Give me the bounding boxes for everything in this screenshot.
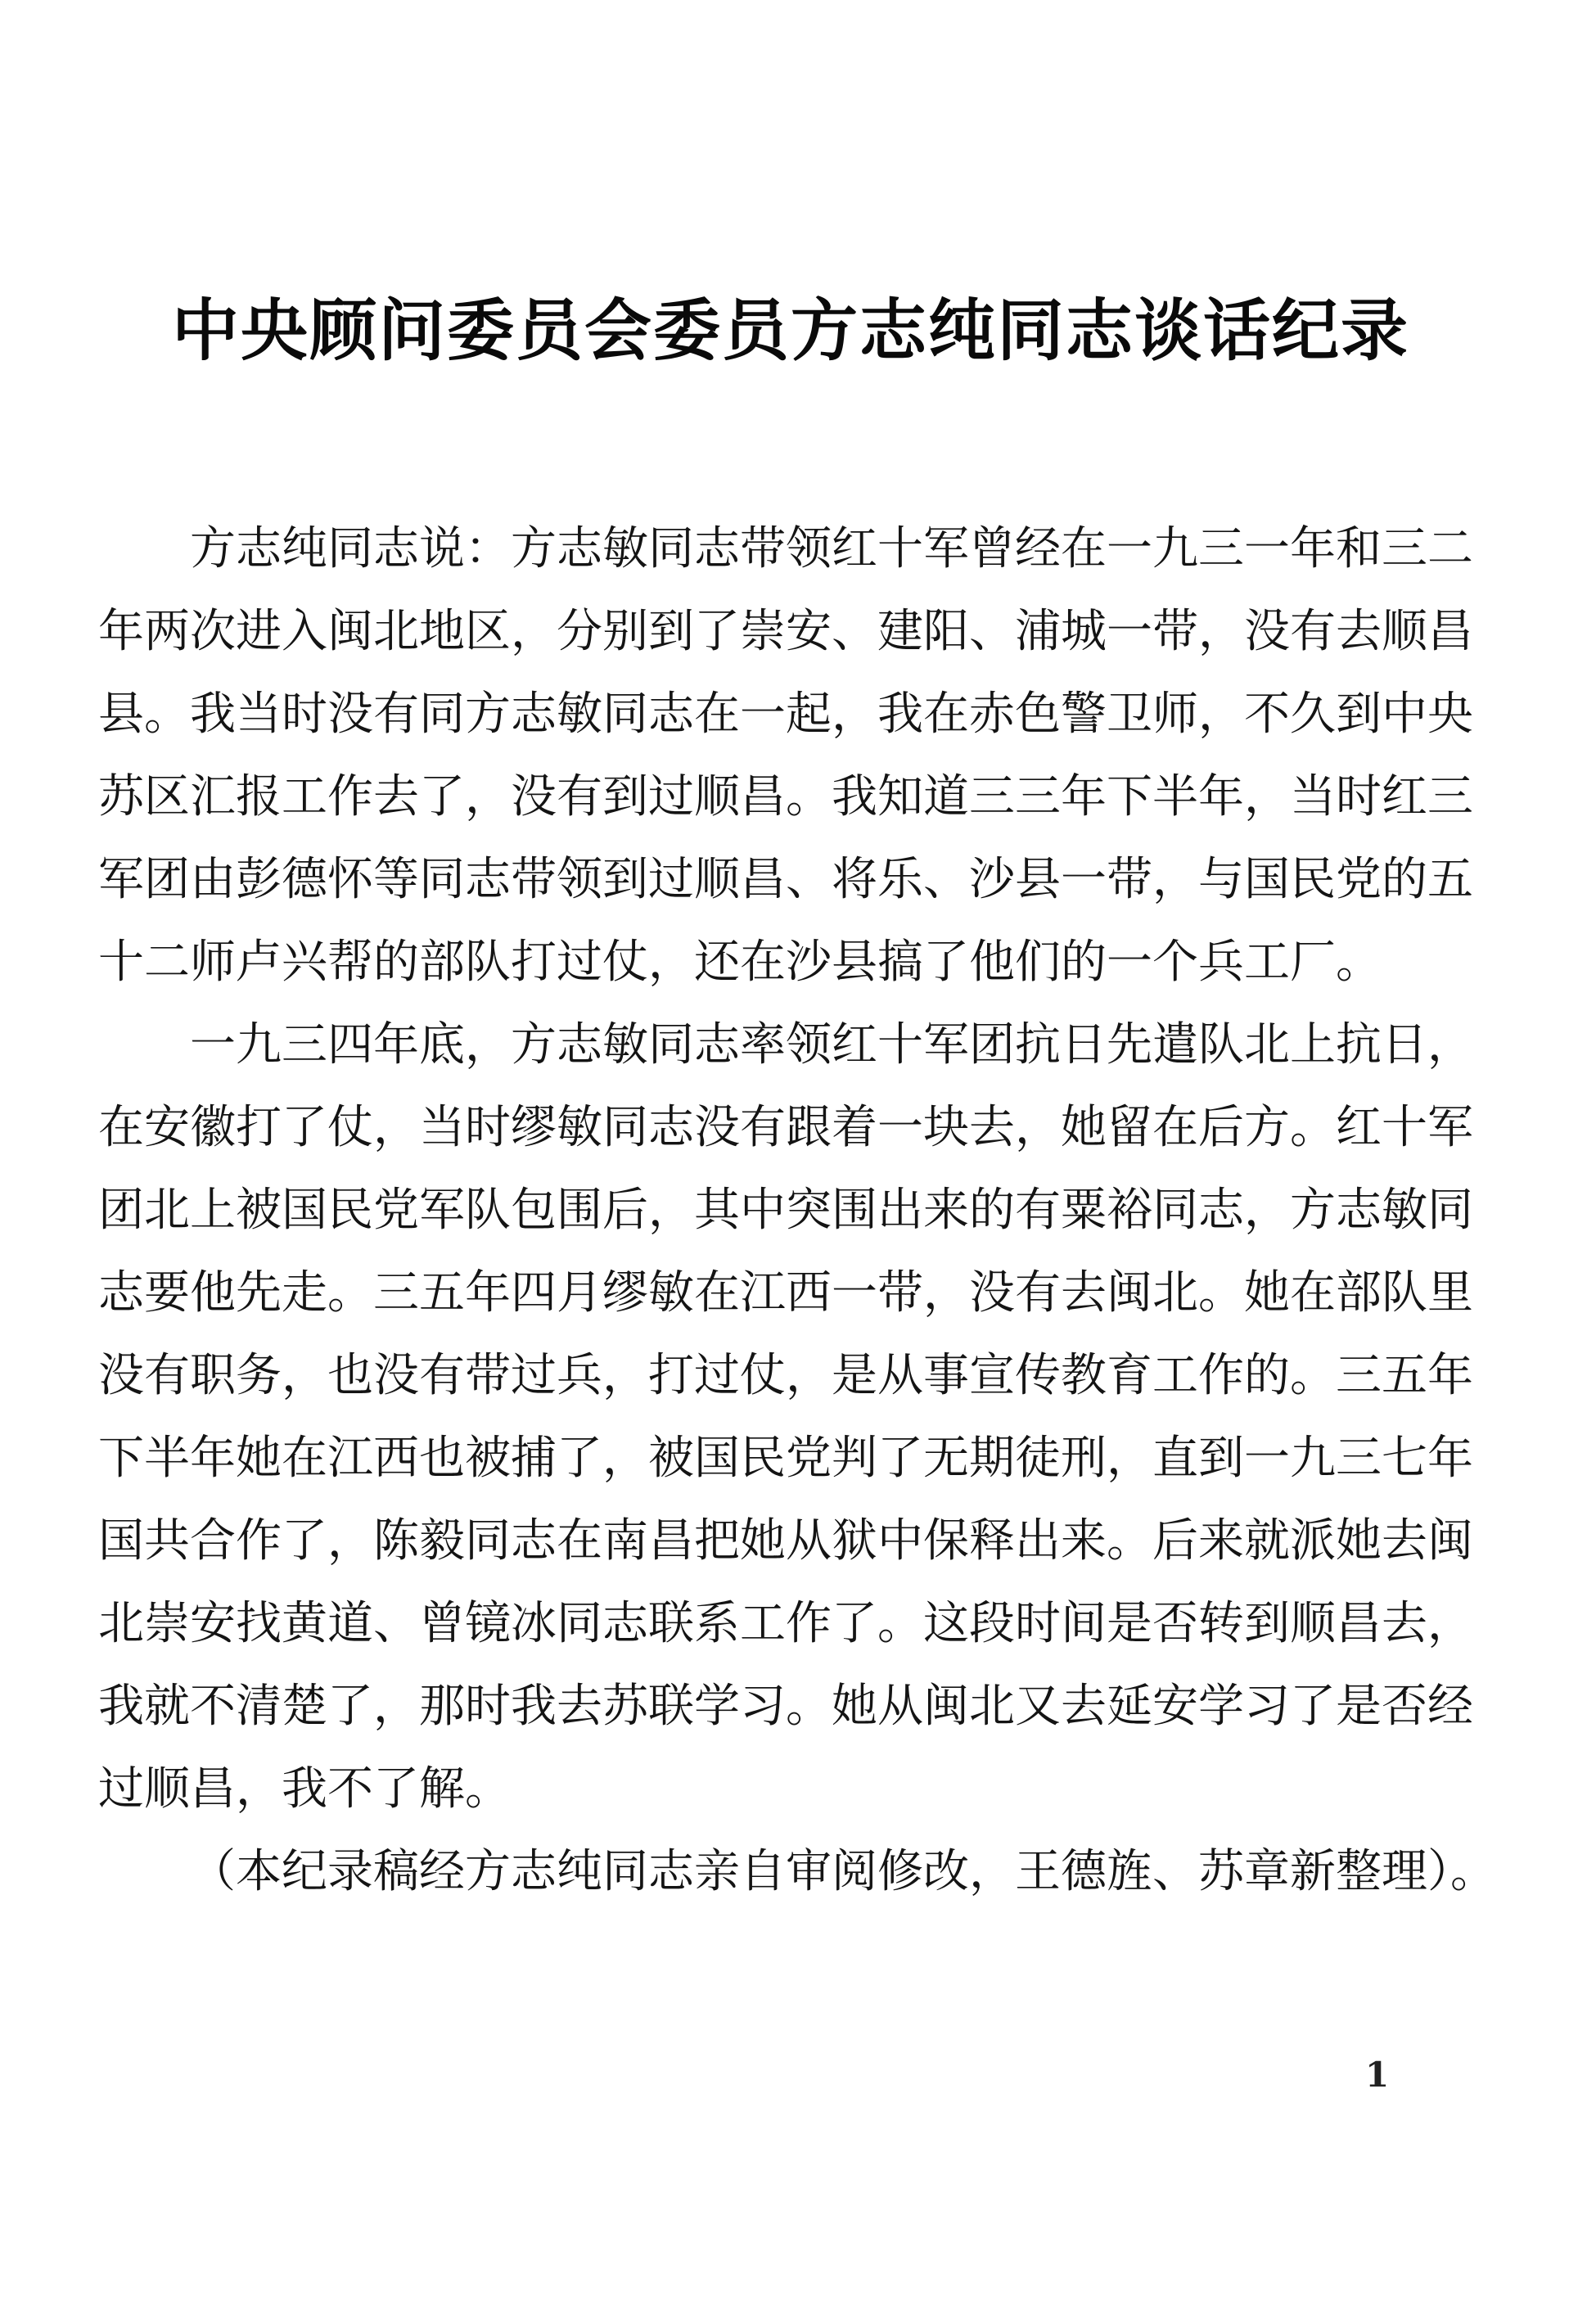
page-number: 1: [1365, 2055, 1390, 2095]
paragraph-1: 方志纯同志说：方志敏同志带领红十军曾经在一九三一年和三二年两次进入闽北地区，分别到了崇安、建阳、浦城一带，没有去顺昌县。我当时没有同方志敏同志在一起，我在赤色警卫师，不久到中央苏区汇报工作去了，没有到过顺昌。我知道三三年下半年，当时红三军团由彭德怀等同志带领到过顺昌、将乐、沙县一带，与国民党的五十二师卢兴帮的部队打过仗，还在沙县搞了他们的一个兵工厂。: [98, 522, 1473, 989]
editor-note: （本纪录稿经方志纯同志亲自审阅修改，王德旌、苏章新整理）。: [190, 1845, 1496, 1898]
document-body: [98, 508, 1496, 1913]
paragraph-2: 一九三四年底，方志敏同志率领红十军团抗日先遣队北上抗日，在安徽打了仗，当时缪敏同志没有跟着一块去，她留在后方。红十军团北上被国民党军队包围后，其中突围出来的有粟裕同志，方志敏同志要他先走。三五年四月缪敏在江西一带，没有去闽北。她在部队里没有职务，也没有带过兵，打过仗，是从事宣传教育工作的。三五年下半年她在江西也被捕了，被国民党判了无期徒刑，直到一九三七年国共合作了，陈毅同志在南昌把她从狱中保释出来。后来就派她去闽北崇安找黄道、曾镜冰同志联系工作了。这段时间是否转到顺昌去，我就不清楚了，那时我去苏联学习。她从闽北又去延安学习了是否经过顺昌，我不了解。: [98, 1018, 1473, 1816]
document-title: 中央顾问委员会委员方志纯同志谈话纪录: [172, 292, 1410, 370]
